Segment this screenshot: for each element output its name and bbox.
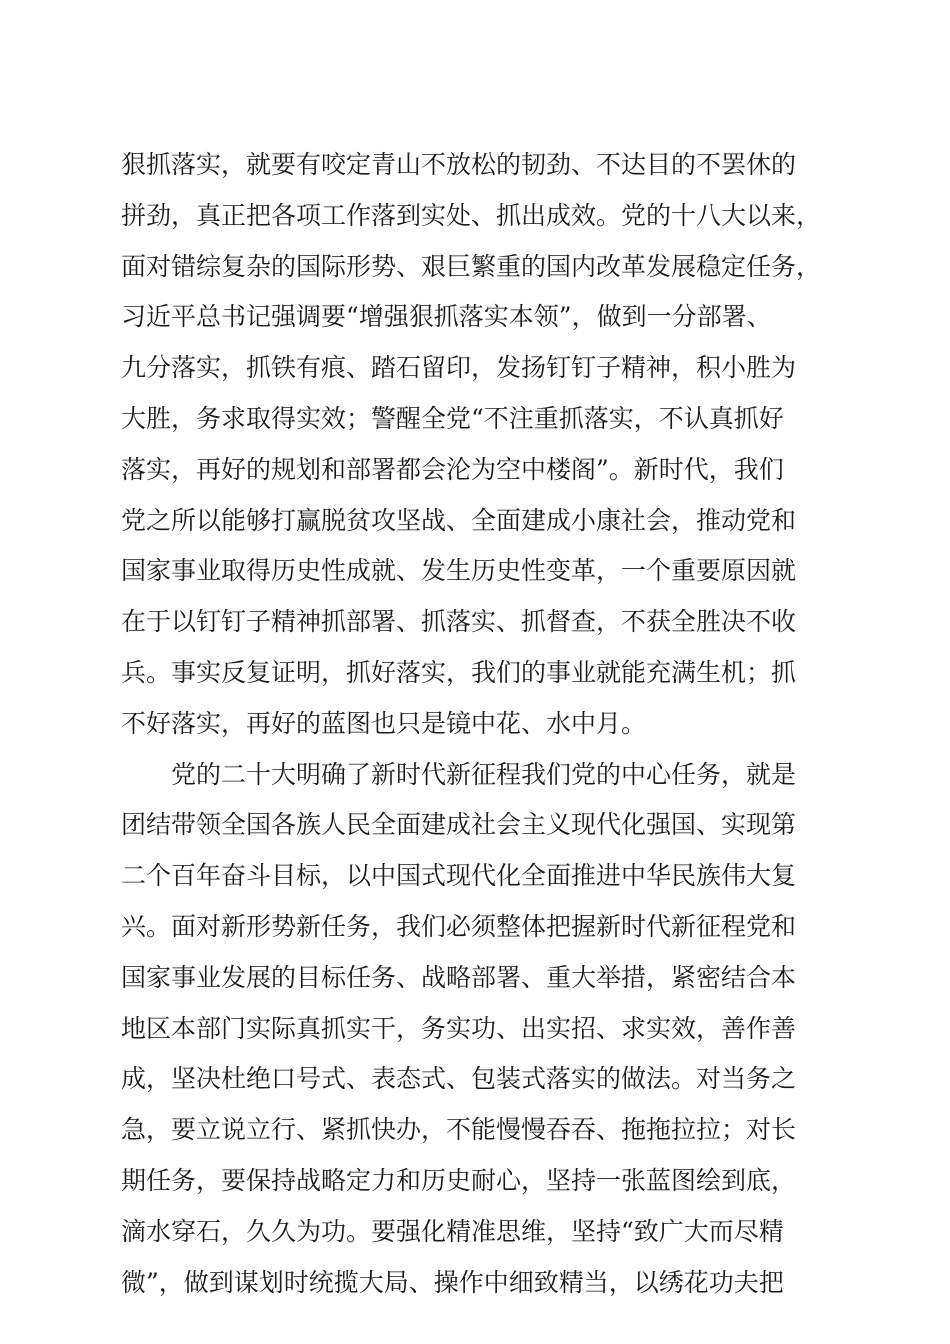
text-line: 兵。事实反复证明，抓好落实，我们的事业就能充满生机；抓	[121, 657, 797, 687]
text-line: 地区本部门实际真抓实干，务实功、出实招、求实效，善作善	[121, 1013, 797, 1043]
text-line: 团结带领全国各族人民全面建成社会主义现代化强国、实现第	[121, 810, 797, 840]
text-line: 成，坚决杜绝口号式、表态式、包装式落实的做法。对当务之	[121, 1064, 797, 1094]
text-line: 二个百年奋斗目标，以中国式现代化全面推进中华民族伟大复	[121, 861, 797, 891]
text-line: 面对错综复杂的国际形势、艰巨繁重的国内改革发展稳定任务，	[121, 251, 822, 281]
text-line: 习近平总书记强调要“增强狠抓落实本领”，做到一分部署、	[121, 302, 772, 332]
text-line: 大胜，务求取得实效；警醒全党“不注重抓落实，不认真抓好	[121, 403, 784, 433]
text-line: 在于以钉钉子精神抓部署、抓落实、抓督查，不获全胜决不收	[121, 607, 797, 637]
text-line: 党之所以能够打赢脱贫攻坚战、全面建成小康社会，推动党和	[121, 505, 797, 535]
text-line: 滴水穿石，久久为功。要强化精准思维，坚持“致广大而尽精	[121, 1216, 784, 1246]
body-text	[121, 140, 833, 1308]
paragraph-start-line: 党的二十大明确了新时代新征程我们党的中心任务，就是	[171, 759, 797, 789]
text-line: 九分落实，抓铁有痕、踏石留印，发扬钉钉子精神，积小胜为	[121, 353, 797, 383]
text-line: 兴。面对新形势新任务，我们必须整体把握新时代新征程党和	[121, 911, 797, 941]
text-line: 拼劲，真正把各项工作落到实处、抓出成效。党的十八大以来，	[121, 200, 822, 230]
text-line: 国家事业取得历史性成就、发生历史性变革，一个重要原因就	[121, 556, 797, 586]
text-line: 落实，再好的规划和部署都会沦为空中楼阁”。新时代，我们	[121, 454, 784, 484]
text-line: 期任务，要保持战略定力和历史耐心，坚持一张蓝图绘到底，	[121, 1165, 797, 1195]
text-line: 微”，做到谋划时统揽大局、操作中细致精当，以绣花功夫把	[121, 1267, 784, 1297]
text-line: 急，要立说立行、紧抓快办，不能慢慢吞吞、拖拖拉拉；对长	[121, 1115, 797, 1145]
text-line: 不好落实，再好的蓝图也只是镜中花、水中月。	[121, 708, 647, 738]
text-line: 国家事业发展的目标任务、战略部署、重大举措，紧密结合本	[121, 962, 797, 992]
text-line: 狠抓落实，就要有咬定青山不放松的韧劲、不达目的不罢休的	[121, 150, 797, 179]
